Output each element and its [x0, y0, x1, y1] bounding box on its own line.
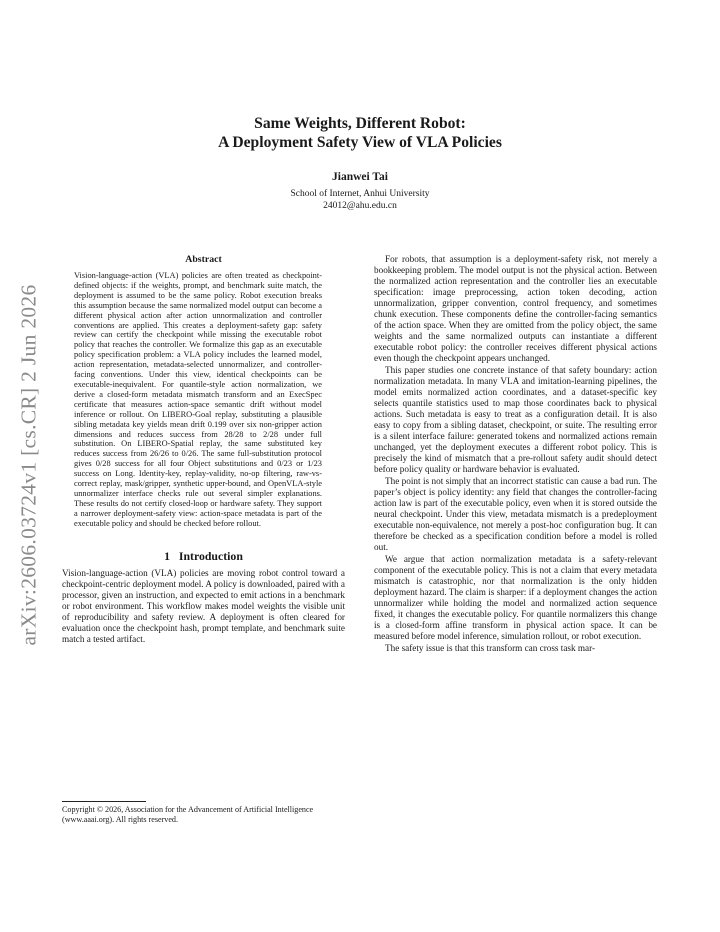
paper-header: [62, 114, 658, 212]
intro-paragraph-4: The point is not simply that an incorrect statistic can cause a bad run. The paper’s object is policy identity: any field that changes the controller-facing action law is part of the executable policy, even when it is stored outside the neural checkpoint. Under this view, metadata mismatch is a predeployment executable non-equivalence, not merely a post-hoc configuration bug. It can therefore be checked as a specification condition before a model is rolled out.: [374, 476, 657, 552]
intro-paragraph-2: For robots, that assumption is a deployment-safety risk, not merely a bookkeeping problem. The model output is not the physical action. Between the normalized action representation and the controller lies an executable specification: image preprocessing, action token decoding, action unnormalization, gripper convention, control frequency, and sometimes chunk execution. These components define the controller-facing semantics of the action space. When they are omitted from the policy object, the same weights and the same normalized outputs can instantiate a different executable robot policy: the controller receives different physical actions even though the checkpoint appears unchanged.: [374, 254, 657, 363]
paper-title-line-2: A Deployment Safety View of VLA Policies: [218, 134, 502, 151]
introduction-heading: [62, 548, 345, 563]
intro-paragraph-6: The safety issue is that this transform can cross task mar-: [385, 643, 596, 653]
copyright-footnote: [62, 801, 345, 825]
abstract-body: Vision-language-action (VLA) policies are often treated as checkpoint-defined objects: if the weights, prompt, and benchmark suite match, the deployment is assumed to be the same policy. Robot execution breaks this assumption because the same normalized model output can become a different physical action after action unnormalization and controller conventions are applied. This creates a deployment-safety gap: safety review can certify the checkpoint while missing the executable robot policy that reaches the controller. We formalize this gap as an executable policy specification problem: a VLA policy includes the learned model, action representation, metadata-selected unnormalizer, and controller-facing conventions. Under this view, identical checkpoints can be executable-inequivalent. For quantile-style action normalization, we derive a closed-form metadata mismatch transform and an ExecSpec certificate that measures action-space semantic drift without model inference or rollout. On LIBERO-Goal replay, substituting a plausible sibling metadata key yields mean drift 0.199 over six non-gripper action dimensions and reduces success from 28/28 to 2/28 under full substitution. On LIBERO-Spatial replay, the same substituted key reduces success from 26/26 to 0/26. The same full-substitution protocol gives 0/28 success for all four Object substitutions and 0/23 or 1/23 success on Long. Identity-key, replay-validity, no-op filtering, raw-vs-correct replay, mask/gripper, synthetic upper-bound, and OpenVLA-style unnormalizer interface checks rule out several simpler explanations. These results do not certify closed-loop or hardware safety. They support a narrower deployment-safety view: action-space metadata is part of the executable policy and should be checked before rollout.: [74, 271, 322, 528]
author-email: 24012@ahu.edu.cn: [323, 200, 397, 211]
abstract-heading: Abstract: [185, 254, 222, 265]
author-name: Jianwei Tai: [332, 171, 388, 183]
arxiv-identifier-stamp: [16, 265, 42, 665]
author-affiliation: School of Internet, Anhui University: [290, 189, 430, 199]
left-column: [62, 254, 345, 645]
intro-paragraph-3: This paper studies one concrete instance of that safety boundary: action normalization metadata. In many VLA and imitation-learning pipelines, the model emits normalized action coordinates, and a dataset-specific key selects quantile statistics used to map those coordinates back to physical actions. Such metadata is easy to treat as a configuration detail. It is also easy to copy from a sibling dataset, checkpoint, or suite. The resulting error is a silent interface failure: generated tokens and normalized actions remain unchanged, yet the deployment executes a different robot policy. This is precisely the kind of mismatch that a pre-rollout safety audit should detect before policy quality or hardware behavior is evaluated.: [374, 365, 657, 474]
section-title: Introduction: [178, 548, 243, 563]
copyright-text: Copyright © 2026, Association for the Advancement of Artificial Intelligence (www.aaai.org). All rights reserved.: [62, 805, 314, 824]
arxiv-identifier-text: arXiv:2606.03724v1 [cs.CR] 2 Jun 2026: [16, 284, 41, 646]
section-number: 1: [164, 548, 170, 563]
right-column: [374, 254, 657, 655]
intro-paragraph-1: Vision-language-action (VLA) policies are moving robot control toward a checkpoint-centric deployment model. A policy is downloaded, paired with a processor, given an instruction, and expected to emit actions in a benchmark or robot environment. This workflow makes model weights the visible unit of reproducibility and safety review. A deployment is often cleared for evaluation once the checkpoint hash, prompt template, and benchmark suite match a tested artifact.: [62, 567, 345, 644]
footnote-rule: [62, 801, 146, 802]
paper-title-line-1: Same Weights, Different Robot:: [254, 115, 466, 132]
paper-title: [62, 114, 658, 152]
intro-paragraph-5: We argue that action normalization metadata is a safety-relevant component of the executable policy. This is not a claim that every metadata mismatch is catastrophic, nor that normalization is the only hidden deployment hazard. The claim is sharper: if a deployment changes the action unnormalizer while holding the model and normalized action sequence fixed, it changes the executable policy. For quantile normalizers this change is a closed-form affine transform in physical action space. It can be measured before model inference, simulation rollout, or robot execution.: [374, 554, 657, 641]
